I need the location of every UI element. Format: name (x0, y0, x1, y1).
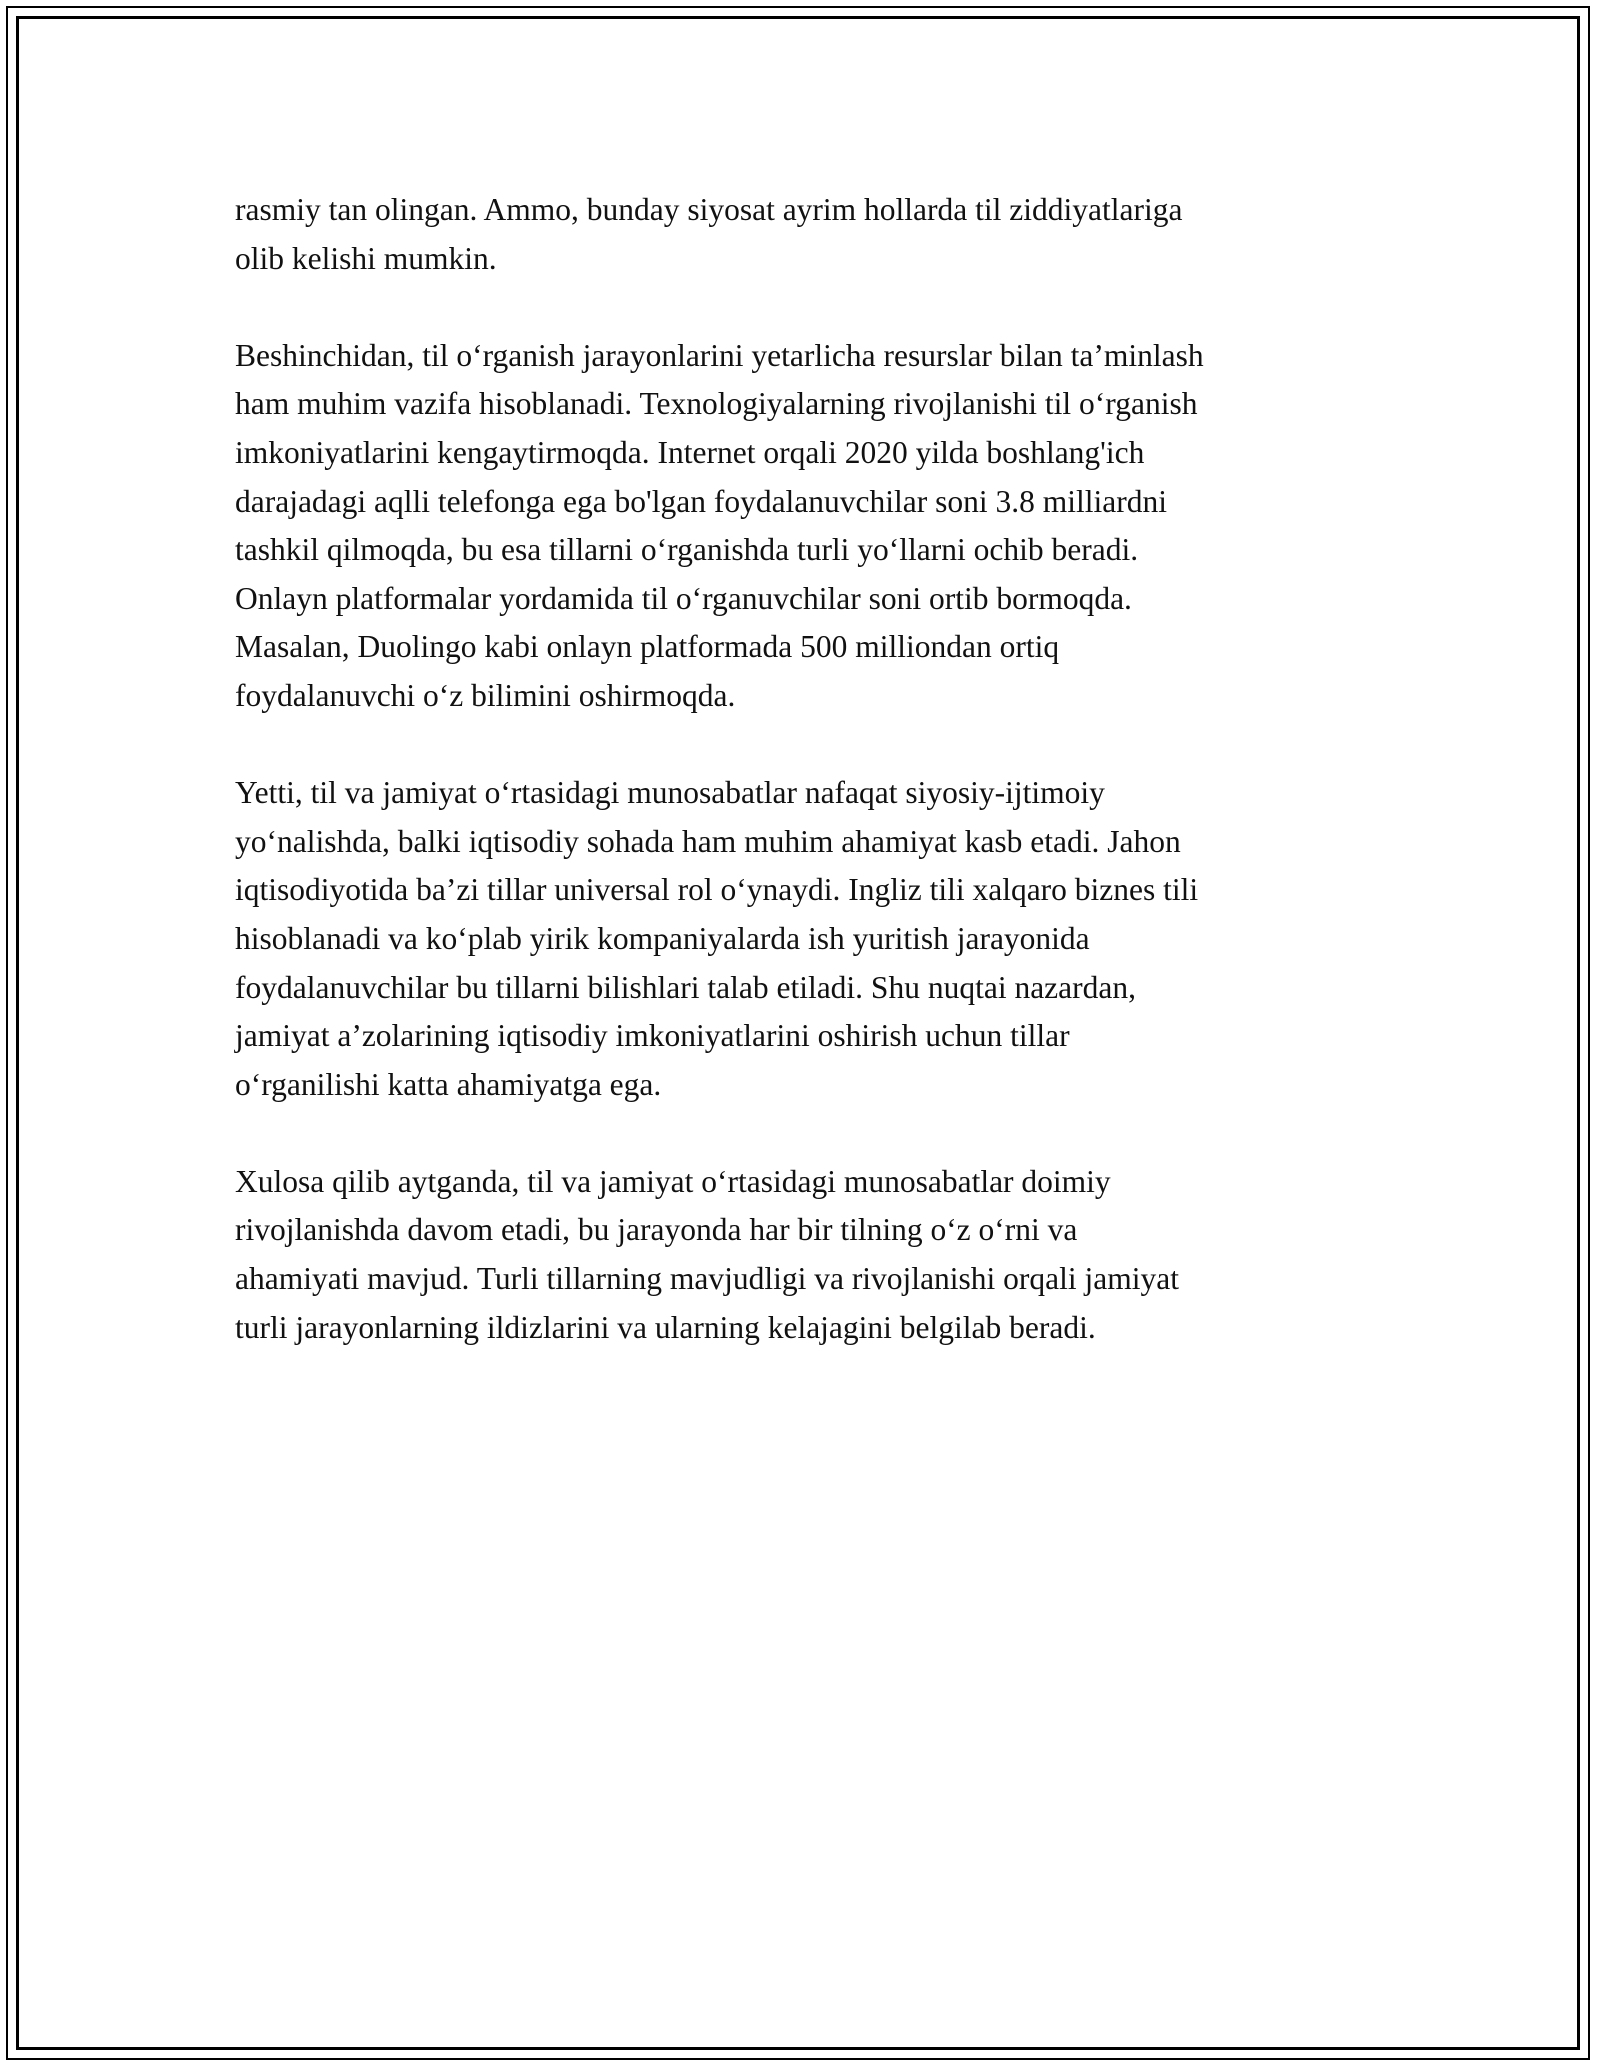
text-line: Yetti, til va jamiyat o‘rtasidagi munosabatlar nafaqat siyosiy-ijtimoiy (235, 775, 1105, 811)
text-line: foydalanuvchilar bu tillarni bilishlari talab etiladi. Shu nuqtai nazardan, (235, 969, 1136, 1005)
text-line: o‘rganilishi katta ahamiyatga ega. (235, 1066, 662, 1102)
text-line: ahamiyati mavjud. Turli tillarning mavjudligi va rivojlanishi orqali jamiyat (235, 1261, 1180, 1297)
text-line: olib kelishi mumkin. (235, 240, 497, 276)
document-body (235, 186, 1385, 1401)
text-line: rasmiy tan olingan. Ammo, bunday siyosat ayrim hollarda til ziddiyatlariga (235, 192, 1183, 227)
text-line: Masalan, Duolingo kabi onlayn platformada 500 milliondan ortiq (235, 629, 1060, 665)
text-line: hisoblanadi va ko‘plab yirik kompaniyalarda ish yuritish jarayonida (235, 920, 1090, 956)
text-line: foydalanuvchi o‘z bilimini oshirmoqda. (235, 677, 736, 713)
text-line: jamiyat a’zolarining iqtisodiy imkoniyatlarini oshirish uchun tillar (235, 1018, 1070, 1054)
text-line: Onlayn platformalar yordamida til o‘rganuvchilar soni ortib bormoqda. (235, 580, 1132, 616)
paragraph-1 (235, 186, 1385, 283)
paragraph-3 (235, 769, 1385, 1109)
paragraph-2 (235, 332, 1385, 721)
text-line: iqtisodiyotida ba’zi tillar universal rol o‘ynaydi. Ingliz tili xalqaro biznes tili (235, 872, 1199, 908)
text-line: Beshinchidan, til o‘rganish jarayonlarini yetarlicha resurslar bilan ta’minlash (235, 337, 1204, 373)
paragraph-4 (235, 1158, 1385, 1352)
text-line: Xulosa qilib aytganda, til va jamiyat o‘rtasidagi munosabatlar doimiy (235, 1163, 1111, 1199)
text-line: yo‘nalishda, balki iqtisodiy sohada ham muhim ahamiyat kasb etadi. Jahon (235, 823, 1181, 859)
text-line: darajadagi aqlli telefonga ega bo'lgan foydalanuvchilar soni 3.8 milliardni (235, 483, 1167, 519)
text-line: ham muhim vazifa hisoblanadi. Texnologiyalarning rivojlanishi til o‘rganish (235, 386, 1198, 422)
text-line: imkoniyatlarini kengaytirmoqda. Internet orqali 2020 yilda boshlang'ich (235, 434, 1145, 470)
text-line: tashkil qilmoqda, bu esa tillarni o‘rganishda turli yo‘llarni ochib beradi. (235, 532, 1139, 568)
text-line: turli jarayonlarning ildizlarini va ularning kelajagini belgilab beradi. (235, 1309, 1096, 1345)
text-line: rivojlanishda davom etadi, bu jarayonda har bir tilning o‘z o‘rni va (235, 1212, 1078, 1248)
